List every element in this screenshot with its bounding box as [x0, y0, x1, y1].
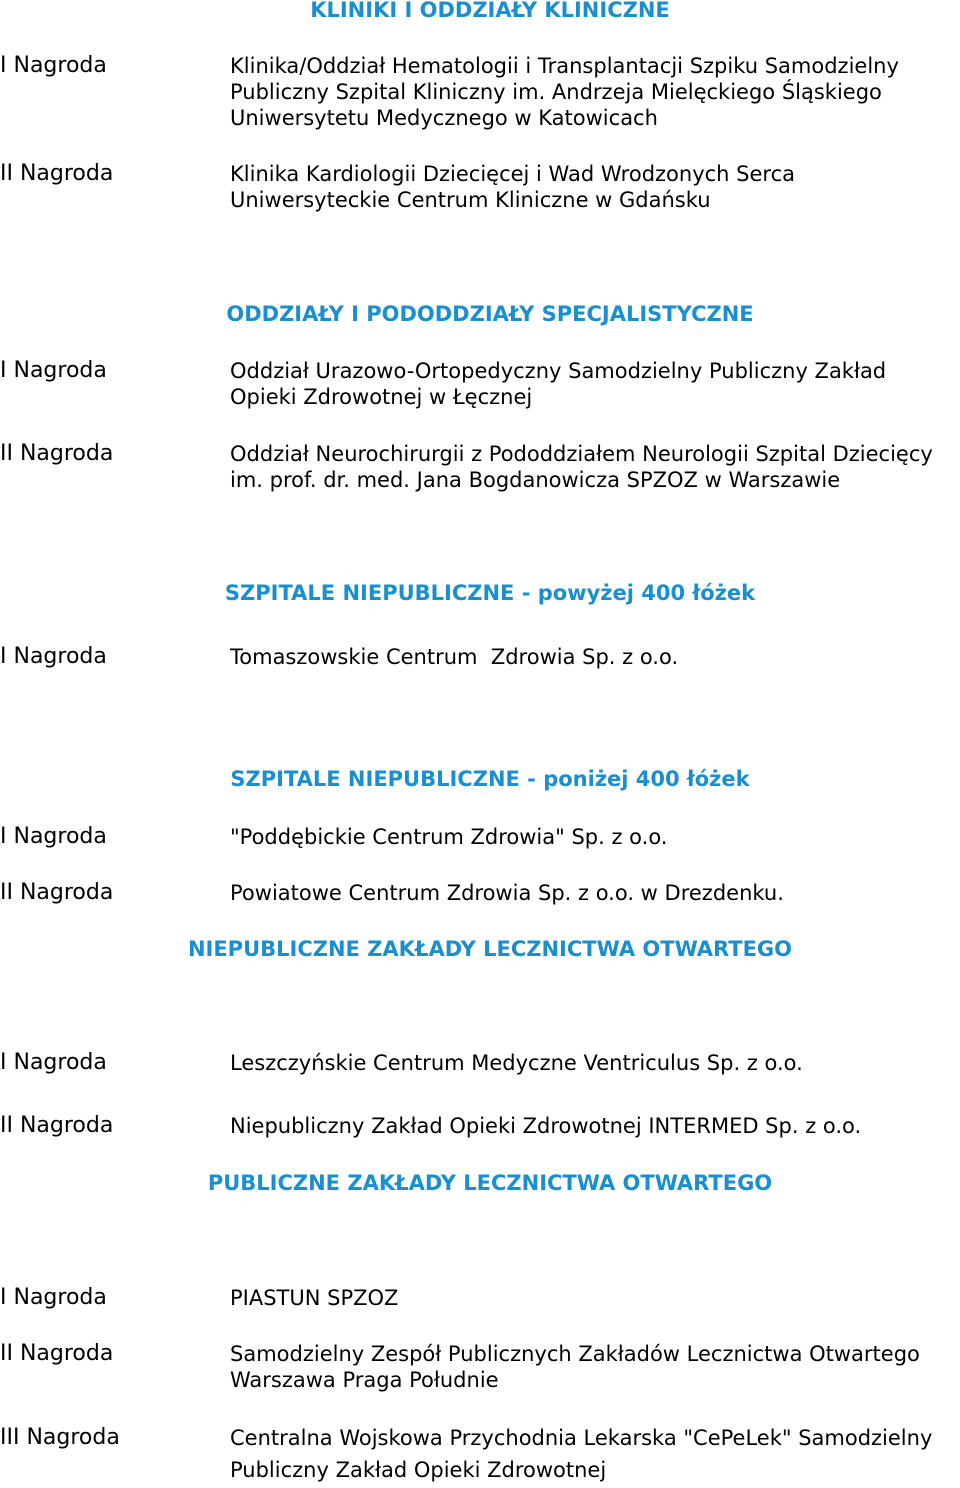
section-heading-szpitale-powyzej: SZPITALE NIEPUBLICZNE - powyżej 400 łóżek: [224, 581, 756, 605]
section-heading-szpitale-ponizej: SZPITALE NIEPUBLICZNE - poniżej 400 łóżek: [230, 767, 750, 791]
award-label: I Nagroda: [0, 824, 107, 849]
recipient-line: PIASTUN SPZOZ: [230, 1286, 399, 1310]
recipient-line: im. prof. dr. med. Jana Bogdanowicza SPZOZ w Warszawie: [230, 468, 841, 492]
award-recipient: [230, 1050, 960, 1076]
award-label: I Nagroda: [0, 1285, 107, 1310]
award-label: I Nagroda: [0, 53, 107, 78]
recipient-line: Centralna Wojskowa Przychodnia Lekarska "CePeLek" Samodzielny: [230, 1426, 933, 1450]
award-recipient: [230, 644, 960, 670]
award-recipient: [230, 161, 960, 213]
award-recipient: [230, 441, 960, 493]
recipient-line: Publiczny Szpital Kliniczny im. Andrzeja Mielęckiego Śląskiego: [230, 80, 882, 104]
award-recipient: [230, 1341, 960, 1393]
recipient-line: Samodzielny Zespół Publicznych Zakładów Lecznictwa Otwartego: [230, 1342, 920, 1366]
award-label: I Nagroda: [0, 1050, 107, 1075]
award-recipient: [230, 1285, 960, 1311]
award-recipient: [230, 880, 960, 906]
award-label: III Nagroda: [0, 1425, 120, 1450]
recipient-line: Oddział Neurochirurgii z Pododdziałem Neurologii Szpital Dziecięcy: [230, 442, 933, 466]
section-heading-kliniki: KLINIKI I ODDZIAŁY KLINICZNE: [310, 0, 670, 22]
award-label: II Nagroda: [0, 1341, 114, 1366]
recipient-line: Niepubliczny Zakład Opieki Zdrowotnej INTERMED Sp. z o.o.: [230, 1114, 862, 1138]
recipient-line: Opieki Zdrowotnej w Łęcznej: [230, 385, 533, 409]
award-label: II Nagroda: [0, 1113, 114, 1138]
award-recipient: [230, 358, 960, 410]
recipient-line: Klinika/Oddział Hematologii i Transplantacji Szpiku Samodzielny: [230, 54, 899, 78]
award-recipient: [230, 1113, 960, 1139]
section-heading-oddzialy: ODDZIAŁY I PODODDZIAŁY SPECJALISTYCZNE: [226, 302, 754, 326]
recipient-line: "Poddębickie Centrum Zdrowia" Sp. z o.o.: [230, 825, 668, 849]
recipient-line: Warszawa Praga Południe: [230, 1368, 499, 1392]
recipient-line: Leszczyńskie Centrum Medyczne Ventriculus Sp. z o.o.: [230, 1051, 803, 1075]
section-heading-niepubliczne-zlo: NIEPUBLICZNE ZAKŁADY LECZNICTWA OTWARTEGO: [187, 937, 793, 961]
section-heading-publiczne-zlo: PUBLICZNE ZAKŁADY LECZNICTWA OTWARTEGO: [207, 1171, 773, 1195]
recipient-line: Powiatowe Centrum Zdrowia Sp. z o.o. w Drezdenku.: [230, 881, 784, 905]
recipient-line: Publiczny Zakład Opieki Zdrowotnej: [230, 1458, 607, 1482]
recipient-line: Uniwersytetu Medycznego w Katowicach: [230, 106, 658, 130]
award-label: I Nagroda: [0, 644, 107, 669]
award-label: II Nagroda: [0, 161, 114, 186]
award-label: I Nagroda: [0, 358, 107, 383]
recipient-line: Oddział Urazowo-Ortopedyczny Samodzielny Publiczny Zakład: [230, 359, 887, 383]
award-recipient: [230, 53, 960, 131]
award-recipient: [230, 1425, 960, 1483]
award-recipient: [230, 824, 960, 850]
recipient-line: Uniwersyteckie Centrum Kliniczne w Gdańsku: [230, 188, 711, 212]
award-label: II Nagroda: [0, 441, 114, 466]
recipient-line: Tomaszowskie Centrum Zdrowia Sp. z o.o.: [230, 645, 679, 669]
award-label: II Nagroda: [0, 880, 114, 905]
recipient-line: Klinika Kardiologii Dziecięcej i Wad Wrodzonych Serca: [230, 162, 796, 186]
